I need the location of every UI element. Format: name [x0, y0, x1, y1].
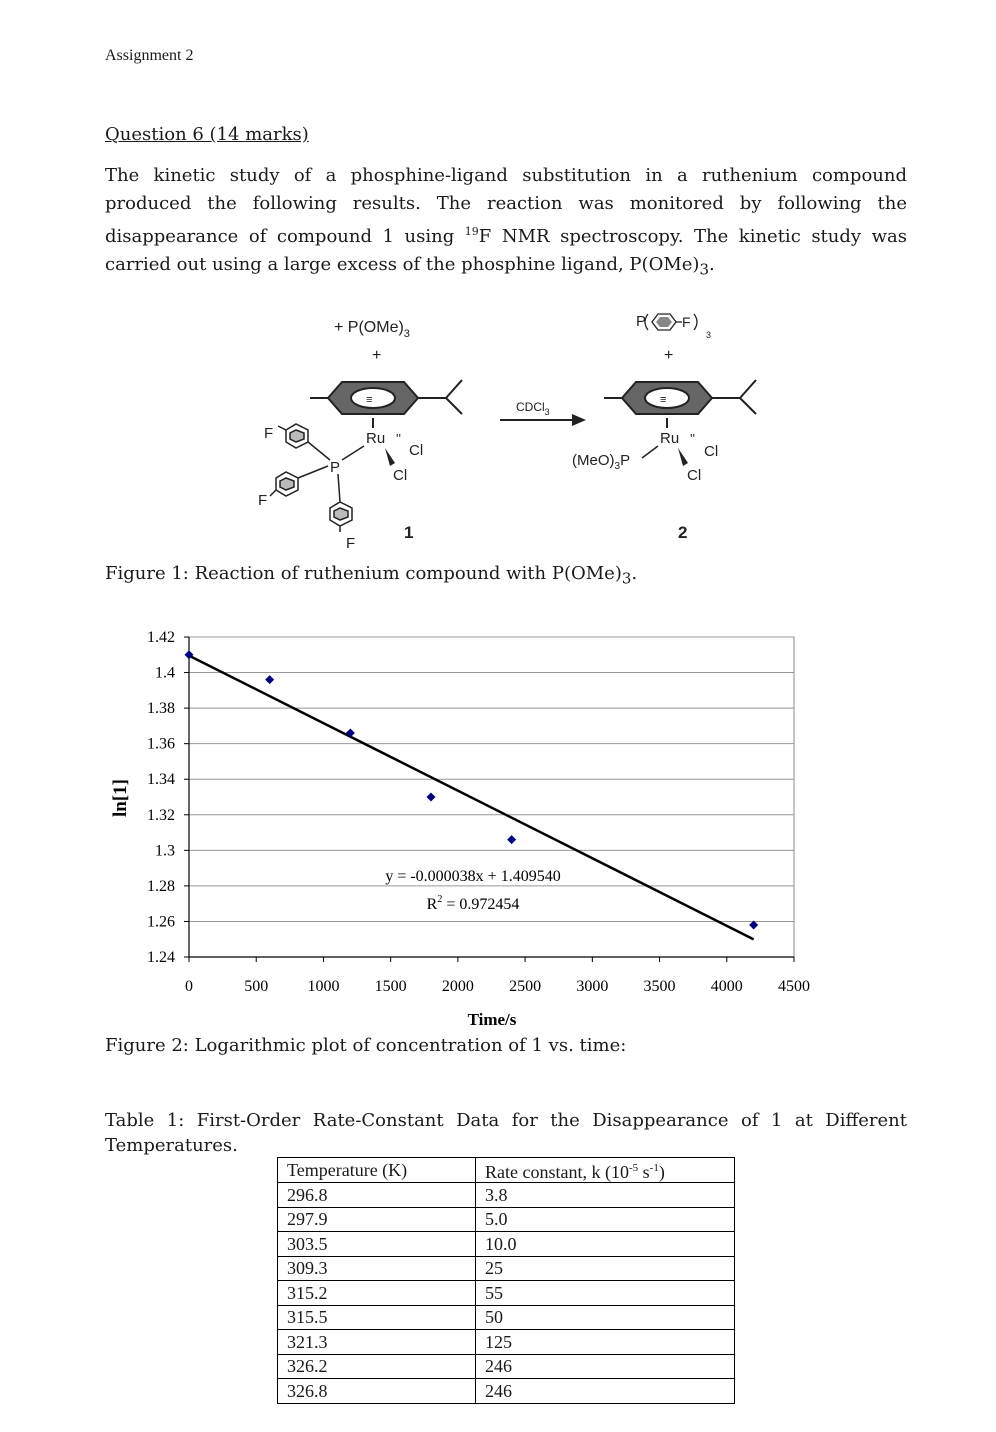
y-tick-label: 1.4 [155, 664, 175, 682]
cl-atom-2a: Cl [704, 443, 719, 460]
svg-text:P: P [636, 313, 647, 330]
svg-text:'': '' [690, 431, 695, 446]
wedge-bond-2 [678, 448, 688, 466]
x-tick-label: 0 [185, 978, 193, 995]
y-tick-labels [147, 629, 175, 966]
x-tick-label: 1000 [307, 978, 340, 995]
y-tick-label: 1.42 [147, 629, 175, 646]
reaction-arrow [500, 414, 586, 426]
y-axis-title: ln[1] [110, 779, 131, 817]
y-tick-label: 1.32 [147, 806, 175, 824]
table-row [278, 1207, 735, 1232]
table-row [278, 1281, 735, 1306]
table-row [278, 1305, 735, 1330]
cell-rate: 246 [476, 1379, 735, 1404]
x-tick-label: 500 [244, 978, 269, 995]
y-tick-label: 1.34 [147, 771, 175, 789]
cell-temperature: 309.3 [278, 1256, 476, 1281]
cell-temperature: 326.2 [278, 1354, 476, 1379]
cell-temperature: 296.8 [278, 1183, 476, 1208]
ru-atom-2: Ru [660, 430, 680, 447]
fluorine-a: F [264, 425, 274, 442]
arene-ring-1 [310, 380, 462, 428]
table-row [278, 1232, 735, 1257]
rate-constant-table [277, 1157, 735, 1404]
x-tick-label: 1500 [374, 978, 407, 995]
x-tick-label: 2000 [441, 978, 474, 995]
question-title: Question 6 (14 marks) [105, 124, 309, 145]
wedge-bond-1 [385, 448, 395, 466]
figure1-caption: Figure 1: Reaction of ruthenium compound with $P(OMe)_3$. [105, 563, 638, 588]
svg-text:'': '' [396, 431, 401, 446]
cell-temperature: 315.2 [278, 1281, 476, 1306]
x-axis-title: Time/s [467, 1010, 517, 1029]
svg-text:≡: ≡ [366, 394, 373, 406]
table-row [278, 1354, 735, 1379]
table-row [278, 1256, 735, 1281]
cell-rate: 125 [476, 1330, 735, 1355]
p-atom-1: P [330, 459, 341, 476]
trendline-equation: y = -0.000038x + 1.409540 [385, 868, 561, 885]
x-tick-label: 4000 [710, 978, 743, 995]
cl-atom-2b: Cl [687, 467, 702, 484]
cell-rate: 25 [476, 1256, 735, 1281]
table-header-row [278, 1158, 735, 1183]
product-phosphine [636, 313, 711, 340]
svg-text:≡: ≡ [660, 394, 667, 406]
x-tick-label: 3000 [576, 978, 609, 995]
table-row [278, 1379, 735, 1404]
header-temperature: Temperature (K) [278, 1158, 476, 1183]
table-row [278, 1183, 735, 1208]
cell-temperature: 303.5 [278, 1232, 476, 1257]
solvent-label: CDCl$_3$ [516, 400, 550, 417]
plus-right: + [664, 347, 674, 364]
cl-atom-1a: Cl [409, 442, 424, 459]
x-tick-labels [185, 978, 810, 995]
r-squared: $R^2 = 0.972454$ [426, 894, 520, 913]
cell-temperature: 321.3 [278, 1330, 476, 1355]
meo3p-ligand: $(MeO)_3P$ [572, 452, 631, 472]
y-tick-label: 1.24 [147, 949, 175, 966]
reaction-scheme [250, 300, 770, 550]
cell-temperature: 326.8 [278, 1379, 476, 1404]
y-tick-label: 1.38 [147, 700, 175, 718]
arene-ring-2 [604, 380, 756, 428]
plus-left: + [372, 347, 382, 364]
page-header: Assignment 2 [105, 47, 194, 64]
para-part2: F NMR spectroscopy. The kinetic study was carried out using a large excess of the phosphine ligand, P(OMe) [105, 226, 907, 275]
x-tick-label: 4500 [778, 978, 810, 995]
question-paragraph [105, 162, 907, 284]
compound-label-1: 1 [404, 523, 414, 542]
nmr-superscript: 19 [464, 225, 479, 238]
svg-text:3: 3 [706, 330, 712, 340]
table-row [278, 1330, 735, 1355]
cell-rate: 3.8 [476, 1183, 735, 1208]
cl-atom-1b: Cl [393, 467, 408, 484]
para-part1: The kinetic study of a phosphine-ligand substitution in a ruthenium compound produced the following results. The reaction was monitored by following the disappearance of compound 1 using [105, 165, 907, 247]
para-end: . [708, 254, 715, 275]
y-tick-label: 1.28 [147, 877, 175, 895]
aryl-groups [270, 424, 352, 532]
fluorine-b: F [258, 492, 268, 509]
cell-rate: 50 [476, 1305, 735, 1330]
cell-rate: 5.0 [476, 1207, 735, 1232]
y-tick-label: 1.26 [147, 913, 175, 931]
header-rate-constant: Rate constant, k ($10^{-5}$ $s^{-1}$) [476, 1158, 735, 1183]
y-tick-label: 1.3 [155, 842, 175, 860]
svg-text:F: F [682, 314, 691, 330]
fluorine-c: F [346, 535, 356, 550]
cell-temperature: 315.5 [278, 1305, 476, 1330]
ru-atom-1: Ru [366, 430, 386, 447]
x-tick-label: 3500 [643, 978, 676, 995]
y-tick-label: 1.36 [147, 735, 175, 753]
table-caption: Table 1: First-Order Rate-Constant Data for the Disappearance of 1 at Different Temperatures. [105, 1110, 907, 1156]
reagent-label: + $P(OMe)_3$ [334, 319, 410, 340]
cell-rate: 10.0 [476, 1232, 735, 1257]
cell-rate: 246 [476, 1354, 735, 1379]
cell-temperature: 297.9 [278, 1207, 476, 1232]
ln-concentration-chart [100, 620, 840, 1040]
cell-rate: 55 [476, 1281, 735, 1306]
para-subscript: 3 [699, 260, 709, 279]
compound-label-2: 2 [678, 523, 688, 542]
x-tick-label: 2500 [509, 978, 542, 995]
figure2-caption: Figure 2: Logarithmic plot of concentration of 1 vs. time: [105, 1035, 627, 1056]
